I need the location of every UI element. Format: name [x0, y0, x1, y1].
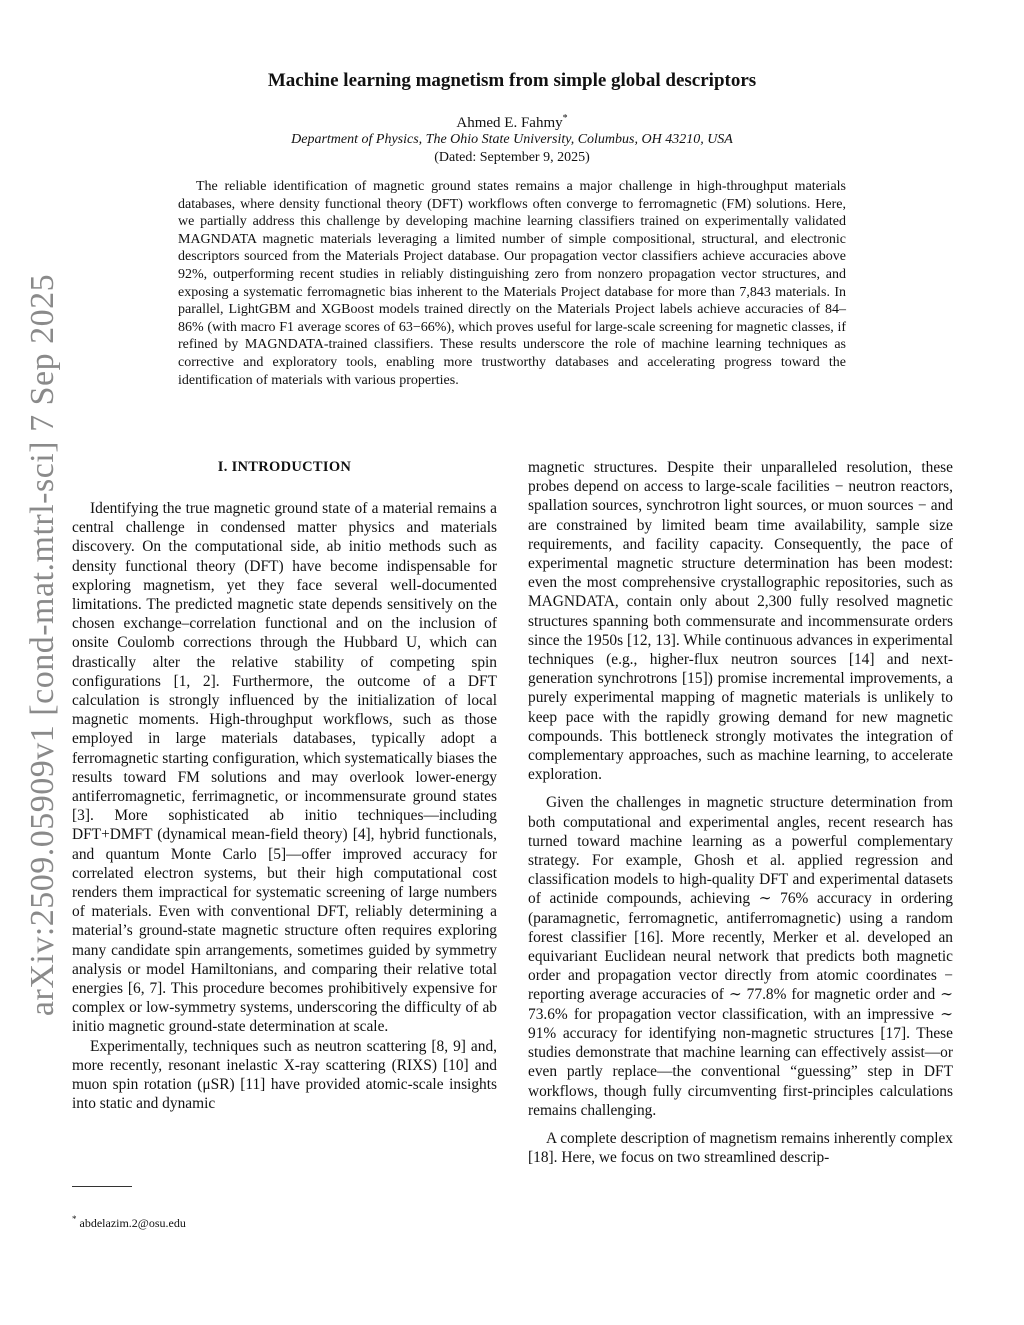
author-footnote-mark[interactable]: *: [562, 113, 568, 124]
paragraph: Identifying the true magnetic ground state of a material remains a central challenge in condensed matter physics and materials discovery. On the computational side, ab initio methods such as density functional theory (DFT) have become indispensable for exploring magnetism, yet they face several well-documented limitations. The predicted magnetic state depends sensitively on the chosen exchange–correlation functional and on the inclusion of onsite Coulomb corrections through the Hubbard U, which can drastically alter the relative stability of competing spin configurations [1, 2]. Furthermore, the outcome of a DFT calculation is strongly influenced by the initialization of local magnetic moments. High-throughput workflows, such as those employed in large materials databases, typically adopt a ferromagnetic starting configuration, which systematically biases the results toward FM solutions and may overlook lower-energy antiferromagnetic, ferrimagnetic, or incommensurate ground states [3]. More sophisticated ab initio techniques—including DFT+DMFT (dynamical mean-field theory) [4], hybrid functionals, and quantum Monte Carlo [5]—offer improved accuracy for correlated electron systems, but their high computational cost renders them impractical for systematic screening of large numbers of materials. Even with conventional DFT, reliably determining a material’s ground-state magnetic structure often requires exploring many candidate spin arrangements, sometimes guided by symmetry analysis or model Hamiltonians, and comparing their relative total energies [6, 7]. This procedure becomes prohibitively expensive for complex or low-symmetry systems, underscoring the difficulty of ab initio magnetic ground-state determination at scale.: [72, 500, 497, 1036]
left-column: [72, 458, 497, 1178]
footnote: [72, 1214, 186, 1231]
paragraph: Given the challenges in magnetic structure determination from both computational and experimental angles, recent research has turned toward machine learning as a powerful complementary strategy. For example, Ghosh et al. applied regression and classification models to high-quality DFT and experimental datasets of actinide compounds, achieving ∼ 76% accuracy in ordering (paramagnetic, ferromagnetic, antiferromagnetic) using a random forest classifier [16]. More recently, Merker et al. developed an equivariant Euclidean neural network that predicts both magnetic order and propagation vector directly from atomic coordinates − reporting average accuracies of ∼ 77.8% for magnetic order and ∼ 73.6% for propagation vector classification, with an impressive ∼ 91% accuracy for identifying non-magnetic structures [17]. These studies demonstrate that machine learning can effectively assist—or even partly replace—the conventional “guessing” step in DFT workflows, though fully circumventing first-principles calculations remains challenging.: [528, 794, 953, 1119]
section-heading-introduction: I. INTRODUCTION: [217, 459, 352, 475]
paragraph: A complete description of magnetism remains inherently complex [18]. Here, we focus on two streamlined descrip-: [528, 1129, 953, 1167]
paragraph-continued: magnetic structures. Despite their unparalleled resolution, these probes depend on access to large-scale facilities − neutron reactors, spallation sources, synchrotron light sources, or muon sources − and are constrained by limited beam time availability, sample size requirements, and facility capacity. Consequently, the pace of experimental magnetic structure determination has been modest: even the most comprehensive crystallographic repositories, such as MAGNDATA, contain only about 2,300 fully resolved magnetic structures spanning both commensurate and incommensurate orders since the 1950s [12, 13]. While continuous advances in experimental techniques (e.g., higher-flux neutron sources [14] and next-generation synchrotrons [15]) promise incremental improvements, a purely experimental mapping of magnetic materials is unlikely to keep pace with the rapidly growing demand for new magnetic compounds. This bottleneck strongly motivates the integration of complementary approaches, such as machine learning, to accelerate exploration.: [528, 459, 953, 784]
abstract: The reliable identification of magnetic ground states remains a major challenge in high-throughput materials databases, where density functional theory (DFT) workflows often converge to ferromagnetic (FM) solutions. Here, we partially address this challenge by developing machine learning classifiers trained on experimentally validated MAGNDATA magnetic materials leveraging a limited number of simple compositional, structural, and electronic descriptors sourced from the Materials Project database. Our propagation vector classifiers achieve accuracies above 92%, outperforming recent studies in reliably distinguishing zero from nonzero propagation vector structures, and exposing a systematic ferromagnetic bias inherent to the Materials Project database for more than 7,843 materials. In parallel, LightGBM and XGBoost models trained directly on the Materials Project labels achieve accuracies of 84–86% (with macro F1 average scores of 63−66%), which proves useful for large-scale screening for magnetic classes, if refined by MAGNDATA-trained classifiers. These results underscore the role of machine learning techniques as corrective and exploratory tools, enabling more trustworthy databases and accelerating progress toward the identification of materials with various properties.: [178, 179, 846, 388]
date-line: (Dated: September 9, 2025): [434, 150, 590, 165]
paragraph: Experimentally, techniques such as neutron scattering [8, 9] and, more recently, resonant inelastic X-ray scattering (RIXS) [10] and muon spin rotation (μSR) [11] have provided atomic-scale insights into static and dynamic: [72, 1037, 497, 1113]
paper-title: Machine learning magnetism from simple global descriptors: [267, 70, 757, 91]
author-name: Ahmed E. Fahmy: [456, 115, 563, 131]
footnote-rule: [72, 1186, 132, 1187]
right-column: [528, 458, 953, 1238]
arxiv-identifier[interactable]: arXiv:2509.05909v1 [cond-mat.mtrl-sci] 7 Sep 2025: [24, 273, 61, 1017]
footnote-email[interactable]: abdelazim.2@osu.edu: [79, 1216, 186, 1230]
footnote-mark: *: [72, 1214, 77, 1224]
arxiv-margin-stamp: [13, 235, 73, 1055]
author-line: [0, 113, 1024, 132]
affiliation: Department of Physics, The Ohio State University, Columbus, OH 43210, USA: [291, 132, 733, 147]
